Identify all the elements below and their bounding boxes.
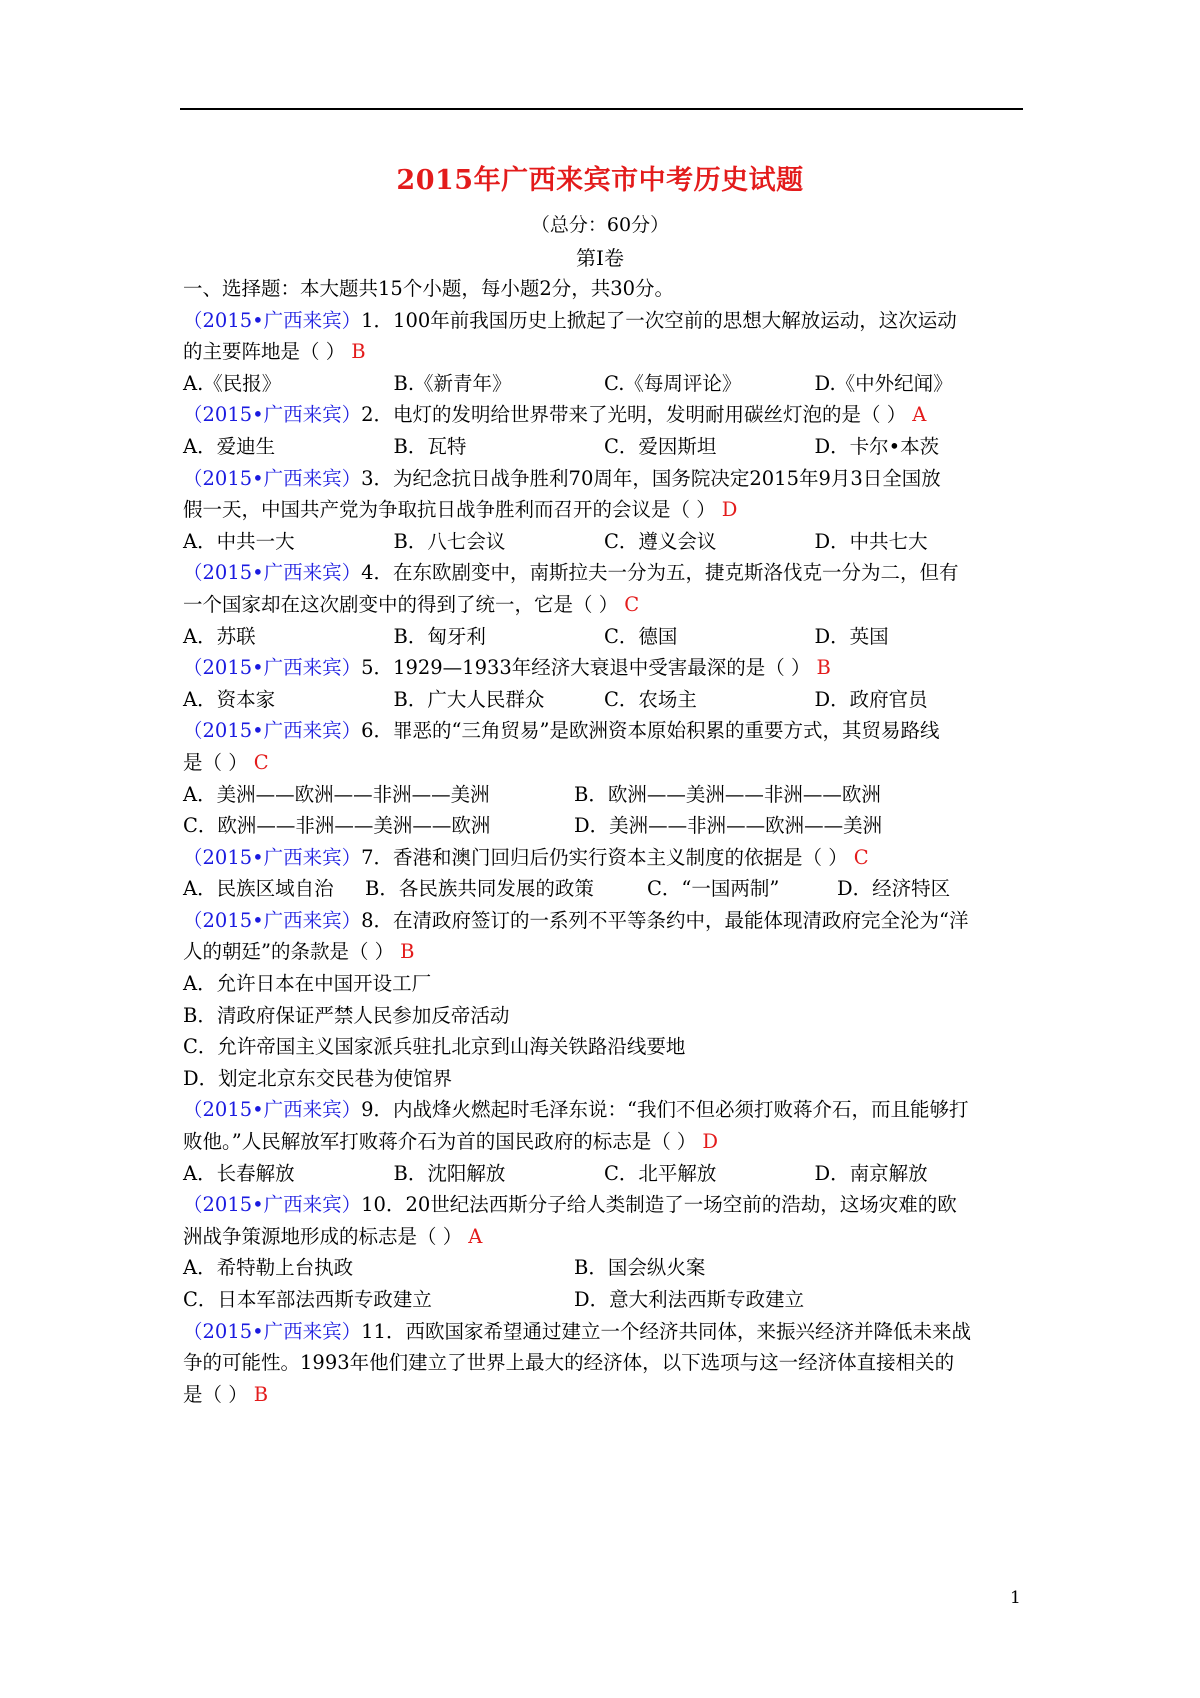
- question-source: （2015•广西来宾）: [183, 719, 362, 743]
- question-source: （2015•广西来宾）: [183, 1098, 362, 1122]
- question-3-options: [183, 526, 1025, 558]
- answer-key: B: [816, 656, 831, 680]
- option-a: A．允许日本在中国开设工厂: [183, 972, 432, 996]
- option-c: C．爱因斯坦: [604, 434, 717, 458]
- answer-key: C: [253, 750, 269, 774]
- question-11-stem-cont: 争的可能性。1993年他们建立了世界上最大的经济体，以下选项与这一经济体直接相关的: [183, 1351, 955, 1375]
- question-2-options: [183, 431, 1025, 463]
- option-b: B．匈牙利: [393, 624, 486, 648]
- question-source: （2015•广西来宾）: [183, 466, 362, 490]
- answer-key: B: [400, 940, 415, 964]
- answer-key: A: [912, 403, 927, 427]
- option-a: A．爱迪生: [183, 434, 276, 458]
- question-source: （2015•广西来宾）: [183, 656, 362, 680]
- question-10-options-ab: [183, 1252, 1025, 1284]
- question-source: （2015•广西来宾）: [183, 845, 362, 869]
- question-3-stem: （2015•广西来宾）3．为纪念抗日战争胜利70周年，国务院决定2015年9月3日全国放: [183, 466, 941, 490]
- question-11-stem-end: 是（ ） B: [183, 1382, 269, 1406]
- option-a: A．中共一大: [183, 529, 295, 553]
- option-c: C．允许帝国主义国家派兵驻扎北京到山海关铁路沿线要地: [183, 1035, 686, 1059]
- question-8-stem: （2015•广西来宾）8．在清政府签订的一系列不平等条约中，最能体现清政府完全沦为“洋: [183, 908, 969, 932]
- option-b: B．沈阳解放: [393, 1161, 506, 1185]
- question-6-stem-cont: 是（ ） C: [183, 750, 269, 774]
- option-c: C．北平解放: [604, 1161, 717, 1185]
- question-10-stem-cont: 洲战争策源地形成的标志是（ ） A: [183, 1224, 483, 1248]
- question-5-options: [183, 684, 1025, 716]
- volume-label: 第Ⅰ卷: [576, 246, 624, 270]
- question-source: （2015•广西来宾）: [183, 561, 362, 585]
- option-a: A．苏联: [183, 624, 256, 648]
- question-1-stem-cont: 的主要阵地是（ ） B: [183, 340, 366, 364]
- option-c: C．遵义会议: [604, 529, 717, 553]
- question-7-stem: （2015•广西来宾）7．香港和澳门回归后仍实行资本主义制度的依据是（ ） C: [183, 845, 869, 869]
- answer-key: D: [721, 498, 738, 522]
- option-a: A．长春解放: [183, 1161, 295, 1185]
- question-5-stem: （2015•广西来宾）5．1929—1933年经济大衰退中受害最深的是（ ） B: [183, 656, 831, 680]
- answer-key: B: [253, 1382, 269, 1406]
- option-a: A．资本家: [183, 687, 276, 711]
- option-a: A．美洲——欧洲——非洲——美洲: [183, 782, 490, 806]
- question-6-stem: （2015•广西来宾）6．罪恶的“三角贸易”是欧洲资本原始积累的重要方式，其贸易路线: [183, 719, 940, 743]
- option-d: D．英国: [814, 624, 889, 648]
- answer-key: D: [702, 1130, 719, 1154]
- option-b: B．清政府保证严禁人民参加反帝活动: [183, 1003, 510, 1027]
- page-number: 1: [1010, 1588, 1021, 1608]
- option-d: D．美洲——非洲——欧洲——美洲: [574, 814, 883, 838]
- option-b: B．欧洲——美洲——非洲——欧洲: [574, 782, 881, 806]
- question-9-options: [183, 1158, 1025, 1190]
- page-title: 2015年广西来宾市中考历史试题: [396, 165, 804, 196]
- answer-key: C: [853, 845, 869, 869]
- question-1-options: [183, 368, 1025, 400]
- option-c: C．农场主: [604, 687, 697, 711]
- option-a: A．民族区域自治: [183, 877, 334, 901]
- question-10-options-cd: [183, 1284, 1025, 1316]
- option-b: B．瓦特: [393, 434, 467, 458]
- question-10-stem: （2015•广西来宾）10．20世纪法西斯分子给人类制造了一场空前的浩劫，这场灾难的欧: [183, 1193, 957, 1217]
- option-b: B．各民族共同发展的政策: [365, 877, 594, 901]
- answer-key: B: [351, 340, 366, 364]
- option-a: A．希特勒上台执政: [183, 1256, 354, 1280]
- question-list: [183, 273, 1025, 1410]
- answer-key: C: [624, 592, 640, 616]
- question-8-stem-cont: 人的朝廷”的条款是（ ） B: [183, 940, 415, 964]
- question-6-options-ab: [183, 779, 1025, 811]
- question-11-stem: （2015•广西来宾）11．西欧国家希望通过建立一个经济共同体，来振兴经济并降低未来战: [183, 1319, 971, 1343]
- total-score: （总分：60分）: [530, 214, 670, 236]
- question-2-stem: （2015•广西来宾）2．电灯的发明给世界带来了光明，发明耐用碳丝灯泡的是（ ） A: [183, 403, 927, 427]
- question-4-options: [183, 621, 1025, 653]
- option-b: B．广大人民群众: [393, 687, 545, 711]
- question-9-stem: （2015•广西来宾）9．内战烽火燃起时毛泽东说：“我们不但必须打败蒋介石，而且能够打: [183, 1098, 969, 1122]
- option-d: D．南京解放: [814, 1161, 928, 1185]
- option-d: D.《中外纪闻》: [814, 371, 953, 395]
- option-c: C．日本军部法西斯专政建立: [183, 1288, 432, 1311]
- header-rule: [180, 108, 1023, 110]
- option-c: C．欧洲——非洲——美洲——欧洲: [183, 814, 491, 838]
- question-source: （2015•广西来宾）: [183, 1193, 362, 1217]
- question-7-options: [183, 873, 1025, 905]
- answer-key: A: [468, 1224, 483, 1248]
- question-source: （2015•广西来宾）: [183, 403, 362, 427]
- option-d: D．经济特区: [837, 877, 951, 901]
- question-4-stem: （2015•广西来宾）4．在东欧剧变中，南斯拉夫一分为五，捷克斯洛伐克一分为二，但有: [183, 561, 959, 585]
- question-1-stem: （2015•广西来宾）1．100年前我国历史上掀起了一次空前的思想大解放运动，这次运动: [183, 308, 957, 332]
- option-d: D．意大利法西斯专政建立: [574, 1288, 805, 1311]
- option-a: A.《民报》: [183, 371, 282, 395]
- option-b: B．八七会议: [393, 529, 506, 553]
- section-heading: 一、选择题：本大题共15个小题，每小题2分，共30分。: [183, 277, 675, 300]
- option-d: D．政府官员: [814, 687, 928, 711]
- option-c: C．“一国两制”: [647, 877, 780, 901]
- option-c: C.《每周评论》: [604, 371, 742, 395]
- option-b: B．国会纵火案: [574, 1256, 706, 1280]
- option-d: D．中共七大: [814, 529, 928, 553]
- question-source: （2015•广西来宾）: [183, 908, 362, 932]
- question-9-stem-cont: 败他。”人民解放军打败蒋介石为首的国民政府的标志是（ ） D: [183, 1130, 719, 1154]
- question-source: （2015•广西来宾）: [183, 1319, 362, 1343]
- question-4-stem-cont: 一个国家却在这次剧变中的得到了统一，它是（ ） C: [183, 592, 640, 616]
- option-d: D．卡尔•本茨: [814, 434, 940, 458]
- option-d: D．划定北京东交民巷为使馆界: [183, 1066, 453, 1090]
- question-6-options-cd: [183, 810, 1025, 842]
- question-3-stem-cont: 假一天，中国共产党为争取抗日战争胜利而召开的会议是（ ） D: [183, 498, 738, 522]
- option-b: B.《新青年》: [393, 371, 512, 395]
- question-source: （2015•广西来宾）: [183, 308, 362, 332]
- option-c: C．德国: [604, 624, 678, 648]
